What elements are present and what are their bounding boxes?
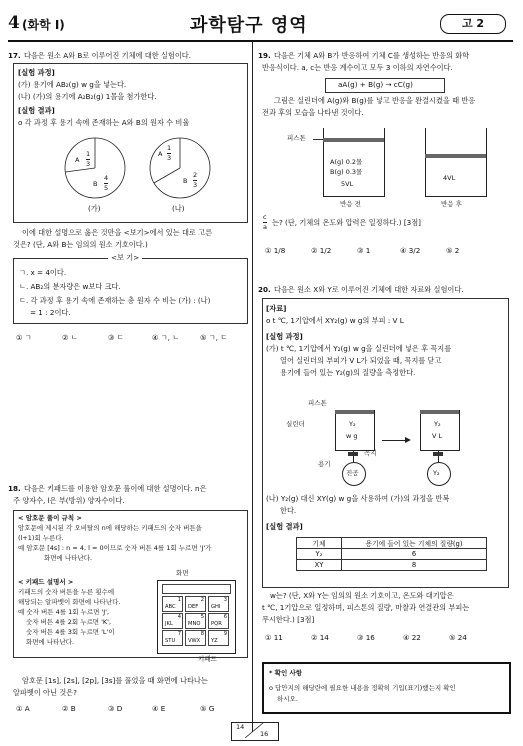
q20-question-1: w는? (단, X와 Y는 임의의 원소 기호이고, 온도와 대기압은	[270, 591, 454, 600]
table-header-gas: 기체	[297, 538, 342, 549]
q19-caption-before: 반응 전	[340, 200, 361, 208]
footer-current-page: 14	[236, 723, 245, 731]
key-9[interactable]	[208, 630, 229, 646]
q17-pie1-b: B	[93, 180, 98, 188]
q17-question-1: 이에 대한 설명으로 옳은 것만을 <보기>에서 있는 대로 고른	[22, 228, 213, 237]
key-5[interactable]	[185, 613, 206, 629]
q17-pie-ga	[60, 133, 130, 203]
q20-valve-left	[348, 452, 358, 456]
q17-pie2-b-den: 3	[193, 181, 198, 189]
q17-result-heading: [실험 결과]	[18, 106, 55, 115]
q17-caption-ga: (가)	[88, 204, 101, 213]
q17-choice-2[interactable]: ② ㄴ	[62, 333, 78, 342]
q17-pie1-a-den: 3	[86, 160, 91, 168]
q18-rule-4: 화면에 나타난다.	[44, 554, 93, 562]
q20-number: 20.	[258, 285, 271, 294]
key-1-letters: ABC	[165, 604, 176, 610]
q17-option-n: ㄴ. AB₂의 분자량은 w보다 크다.	[19, 282, 121, 291]
q17-choice-5[interactable]: ⑤ ㄱ, ㄷ	[200, 333, 228, 342]
q19-caption-after: 반응 후	[441, 200, 462, 208]
subject-label: (화학 I)	[22, 18, 65, 32]
q17-bogi-title: <보 기>	[108, 253, 142, 263]
q17-pie1-a-num: 1	[86, 150, 91, 158]
q17-choice-4[interactable]: ④ ㄱ, ㄴ	[152, 333, 180, 342]
q20-data-1: o t ℃, 1기압에서 XY₂(g) w g의 부피 : V L	[266, 316, 404, 325]
q20-cylinder-label: 실린더	[286, 420, 305, 428]
key-9-number: 9	[223, 631, 227, 637]
q20-gas-out: Y₂	[434, 420, 441, 428]
key-2[interactable]	[185, 596, 206, 612]
q18-keypad-label: 키패드	[198, 655, 217, 663]
q17-pie2-a: A	[158, 150, 163, 158]
q17-choice-3[interactable]: ③ ㄷ	[108, 333, 124, 342]
q20-result-heading: [실험 결과]	[266, 522, 303, 531]
q19-choice-4[interactable]: ④ 3/2	[400, 246, 421, 255]
q17-option-d-2: = 1 : 2이다.	[30, 308, 71, 317]
q20-gas-in: Y₂	[349, 420, 356, 428]
q20-choice-2[interactable]: ② 14	[311, 633, 329, 642]
q19-before-a: A(g) 0.2몰	[330, 158, 363, 166]
q19-number: 19.	[258, 51, 271, 60]
q20-procedure-1: (가) t ℃, 1기압에서 Y₂(g) w g을 실린더에 넣은 후 꼭지를	[266, 344, 452, 353]
q17-caption-na: (나)	[172, 204, 185, 213]
q20-procedure-5: 한다.	[280, 506, 297, 515]
q17-pie-na	[145, 133, 215, 203]
key-7-number: 7	[177, 631, 181, 637]
q19-before-volume: 5VL	[341, 180, 354, 188]
q19-question: 는? (단, 기체의 온도와 압력은 일정하다.) [3점]	[272, 218, 421, 227]
q18-choice-3[interactable]: ③ D	[108, 704, 123, 713]
q18-stem-1: 다음은 키패드를 이용한 암호문 풀이에 대한 설명이다. n은	[24, 484, 207, 493]
footer-total-pages: 16	[260, 730, 269, 738]
q17-pie2-b: B	[183, 177, 188, 185]
key-1-number: 1	[177, 597, 181, 603]
q19-equation: aA(g) + B(g) → cC(g)	[338, 80, 413, 89]
key-6-number: 6	[223, 614, 227, 620]
q19-fraction-den: a	[263, 223, 267, 231]
q18-keypad-4: 숫자 버튼 4를 2회 누르면 'K',	[26, 618, 112, 626]
q17-option-g: ㄱ. x = 4이다.	[19, 268, 67, 277]
notice-body-2: 하시오.	[277, 695, 298, 703]
q19-piston-pointer	[313, 139, 323, 140]
q19-desc-2: 전과 후의 모습을 나타낸 것이다.	[262, 108, 364, 117]
q20-procedure-4: (나) Y₂(g) 대신 XY(g) w g을 사용하여 (가)의 과정을 반복	[266, 494, 450, 503]
table-header-row	[297, 538, 487, 549]
q20-question-3: 무시한다.) [3점]	[262, 615, 315, 624]
q17-pie1-b-den: 5	[104, 184, 109, 192]
page-number: 4	[8, 13, 20, 33]
q19-stem-1: 다음은 기체 A와 B가 반응하여 기체 C를 생성하는 반응의 화학	[274, 51, 470, 60]
q18-keypad-3: 예 숫자 버튼 4를 1회 누르면 'J',	[18, 608, 110, 616]
q20-procedure-2: 열어 실린더의 부피가 V L가 되었을 때, 꼭지를 닫고	[280, 356, 442, 365]
q17-pie2-a-num: 1	[167, 144, 172, 152]
q17-procedure-1: (가) 용기에 AB₂(g) w g을 넣는다.	[18, 80, 127, 89]
key-6[interactable]	[208, 613, 229, 629]
q18-screen	[162, 584, 231, 594]
q19-piston-after	[425, 154, 486, 158]
page-title: 과학탐구 영역	[190, 15, 308, 36]
q20-choice-4[interactable]: ④ 22	[403, 633, 421, 642]
q20-valve-label: 꼭지	[364, 449, 377, 457]
table-cell-gas: XY	[297, 560, 342, 571]
key-4-number: 4	[177, 614, 181, 620]
q17-pie2-b-num: 2	[193, 171, 198, 179]
q17-stem: 다음은 원소 A와 B로 이루어진 기체에 대한 실험이다.	[24, 51, 191, 60]
q19-choice-5[interactable]: ⑤ 2	[446, 246, 460, 255]
q18-keypad-6: 화면에 나타난다.	[26, 638, 75, 646]
q17-option-d-1: ㄷ. 각 과정 후 용기 속에 존재하는 총 원자 수 비는 (가) : (나)	[19, 296, 211, 305]
q18-keypad-2: 해당되는 알파벳이 화면에 나타난다.	[18, 598, 121, 606]
q18-choice-1[interactable]: ① A	[16, 704, 30, 713]
q20-cylinder-right	[420, 410, 460, 451]
key-2-letters: DEF	[188, 604, 199, 610]
q20-cylinder-left	[335, 410, 375, 451]
key-3-number: 3	[223, 597, 227, 603]
q18-question-1: 암호문 [1s], [2s], [2p], [3s]를 풀었을 때 화면에 나타나는	[22, 676, 208, 685]
q20-piston-right	[420, 410, 459, 414]
table-row	[297, 560, 487, 571]
q17-result-1: o 각 과정 후 용기 속에 존재하는 A와 B의 원자 수 비율	[18, 118, 190, 127]
q20-piston-left	[335, 410, 374, 414]
q20-choice-3[interactable]: ③ 16	[357, 633, 375, 642]
q19-piston-label: 피스톤	[287, 134, 306, 142]
q19-choice-2[interactable]: ② 1/2	[311, 246, 332, 255]
q20-vessel-label: 용기	[318, 460, 331, 468]
q20-choice-1[interactable]: ① 11	[265, 633, 283, 642]
key-8-number: 8	[200, 631, 204, 637]
q20-procedure-heading: [실험 과정]	[266, 332, 303, 341]
key-7-letters: STU	[165, 638, 176, 644]
key-1[interactable]	[162, 596, 183, 612]
q19-before-b: B(g) 0.3몰	[330, 168, 363, 176]
q20-gas-mass: w g	[346, 432, 358, 440]
q18-rule-3: 예 암호문 [4s] : n = 4, l = 0이므로 숫자 버튼 4를 1회 누르면 'J'가	[18, 544, 212, 552]
q20-result-table	[296, 537, 487, 571]
key-4-letters: JKL	[165, 621, 173, 627]
q17-choice-1[interactable]: ① ㄱ	[16, 333, 32, 342]
grade-badge: 고 2	[440, 14, 506, 34]
q20-choice-5[interactable]: ⑤ 24	[449, 633, 467, 642]
q17-pie2-a-den: 3	[167, 154, 172, 162]
q20-vessel-gas: Y₂	[433, 469, 440, 477]
table-cell-mass: 8	[342, 560, 487, 571]
q17-procedure-2: (나) (가)의 용기에 A₂B₂(g) 1몰을 첨가한다.	[18, 92, 157, 101]
q20-procedure-3: 용기에 들어 있는 Y₂(g)의 질량을 측정한다.	[280, 368, 416, 377]
q20-question-2: t ℃, 1기압으로 일정하며, 피스톤의 질량, 마찰과 연결관의 부피는	[262, 603, 470, 612]
q20-gas-volume: V L	[432, 432, 443, 440]
q18-rule-2: (l+1)회 누른다.	[18, 534, 64, 542]
key-5-letters: MNO	[188, 621, 201, 627]
q18-choice-2[interactable]: ② B	[62, 704, 76, 713]
q19-cylinder-after	[425, 128, 487, 197]
q18-screen-label: 화면	[176, 569, 189, 577]
table-header-mass: 용기에 들어 있는 기체의 질량(g)	[342, 538, 487, 549]
key-9-letters: YZ	[211, 638, 218, 644]
q18-keypad-5: 숫자 버튼 4를 3회 누르면 'L'이	[26, 628, 115, 636]
q18-rule-1: 암호문에 제시된 각 오비탈의 n에 해당하는 키패드의 숫자 버튼을	[18, 524, 202, 532]
q17-pie1-a: A	[75, 156, 80, 164]
q19-fraction-num: c	[263, 213, 267, 221]
q19-choice-1[interactable]: ① 1/8	[265, 246, 286, 255]
q20-arrow-head	[405, 437, 411, 443]
q19-desc-1: 그림은 실린더에 A(g)와 B(g)를 넣고 반응을 완결시켰을 때 반응	[274, 96, 476, 105]
q19-stem-2: 반응식이다. a, c는 반응 계수이고 모두 3 이하의 자연수이다.	[262, 63, 453, 72]
q20-valve-right	[433, 452, 443, 456]
q18-rule-heading: < 암호문 풀이 규칙 >	[18, 514, 82, 522]
q19-after-volume: 4VL	[443, 174, 456, 182]
q18-stem-2: 주 양자수, l은 부(방위) 양자수이다.	[13, 496, 125, 505]
q17-number: 17.	[8, 51, 21, 60]
q18-keypad-1: 키패드의 숫자 버튼을 누른 횟수에	[18, 588, 115, 596]
q20-data-heading: [자료]	[266, 304, 287, 313]
q18-question-2: 알파벳이 아닌 것은?	[13, 688, 77, 697]
column-divider	[252, 42, 253, 732]
key-3-letters: GHI	[211, 604, 221, 610]
q18-keypad-heading: < 키패드 설명서 >	[18, 578, 74, 586]
q18-choice-5[interactable]: ⑤ G	[200, 704, 215, 713]
notice-heading: * 확인 사항	[269, 669, 303, 677]
key-5-number: 5	[200, 614, 204, 620]
q17-procedure-heading: [실험 과정]	[18, 68, 55, 77]
key-6-letters: PQR	[211, 621, 222, 627]
q18-choice-4[interactable]: ④ E	[152, 704, 166, 713]
q20-stem: 다음은 원소 X와 Y로 이루어진 기체에 대한 자료와 실험이다.	[274, 285, 464, 294]
key-2-number: 2	[200, 597, 204, 603]
key-4[interactable]	[162, 613, 183, 629]
table-cell-mass: 6	[342, 549, 487, 560]
notice-body-1: o 답안지의 해당란에 필요한 내용을 정확히 기입(표기)했는지 확인	[269, 684, 456, 692]
table-row	[297, 549, 487, 560]
q20-vacuum: 진공	[346, 469, 359, 477]
q19-piston-before	[323, 138, 384, 142]
table-cell-gas: Y₂	[297, 549, 342, 560]
key-3[interactable]	[208, 596, 229, 612]
key-8[interactable]	[185, 630, 206, 646]
key-7[interactable]	[162, 630, 183, 646]
q20-piston-label: 피스톤	[308, 399, 327, 407]
q17-question-2: 것은? (단, A와 B는 임의의 원소 기호이다.)	[13, 240, 148, 249]
q18-number: 18.	[8, 484, 21, 493]
q20-arrow-shaft	[382, 440, 406, 441]
header-rule	[8, 40, 513, 42]
q19-choice-3[interactable]: ③ 1	[357, 246, 371, 255]
q17-pie1-b-num: 4	[104, 174, 109, 182]
key-8-letters: VWX	[188, 638, 201, 644]
